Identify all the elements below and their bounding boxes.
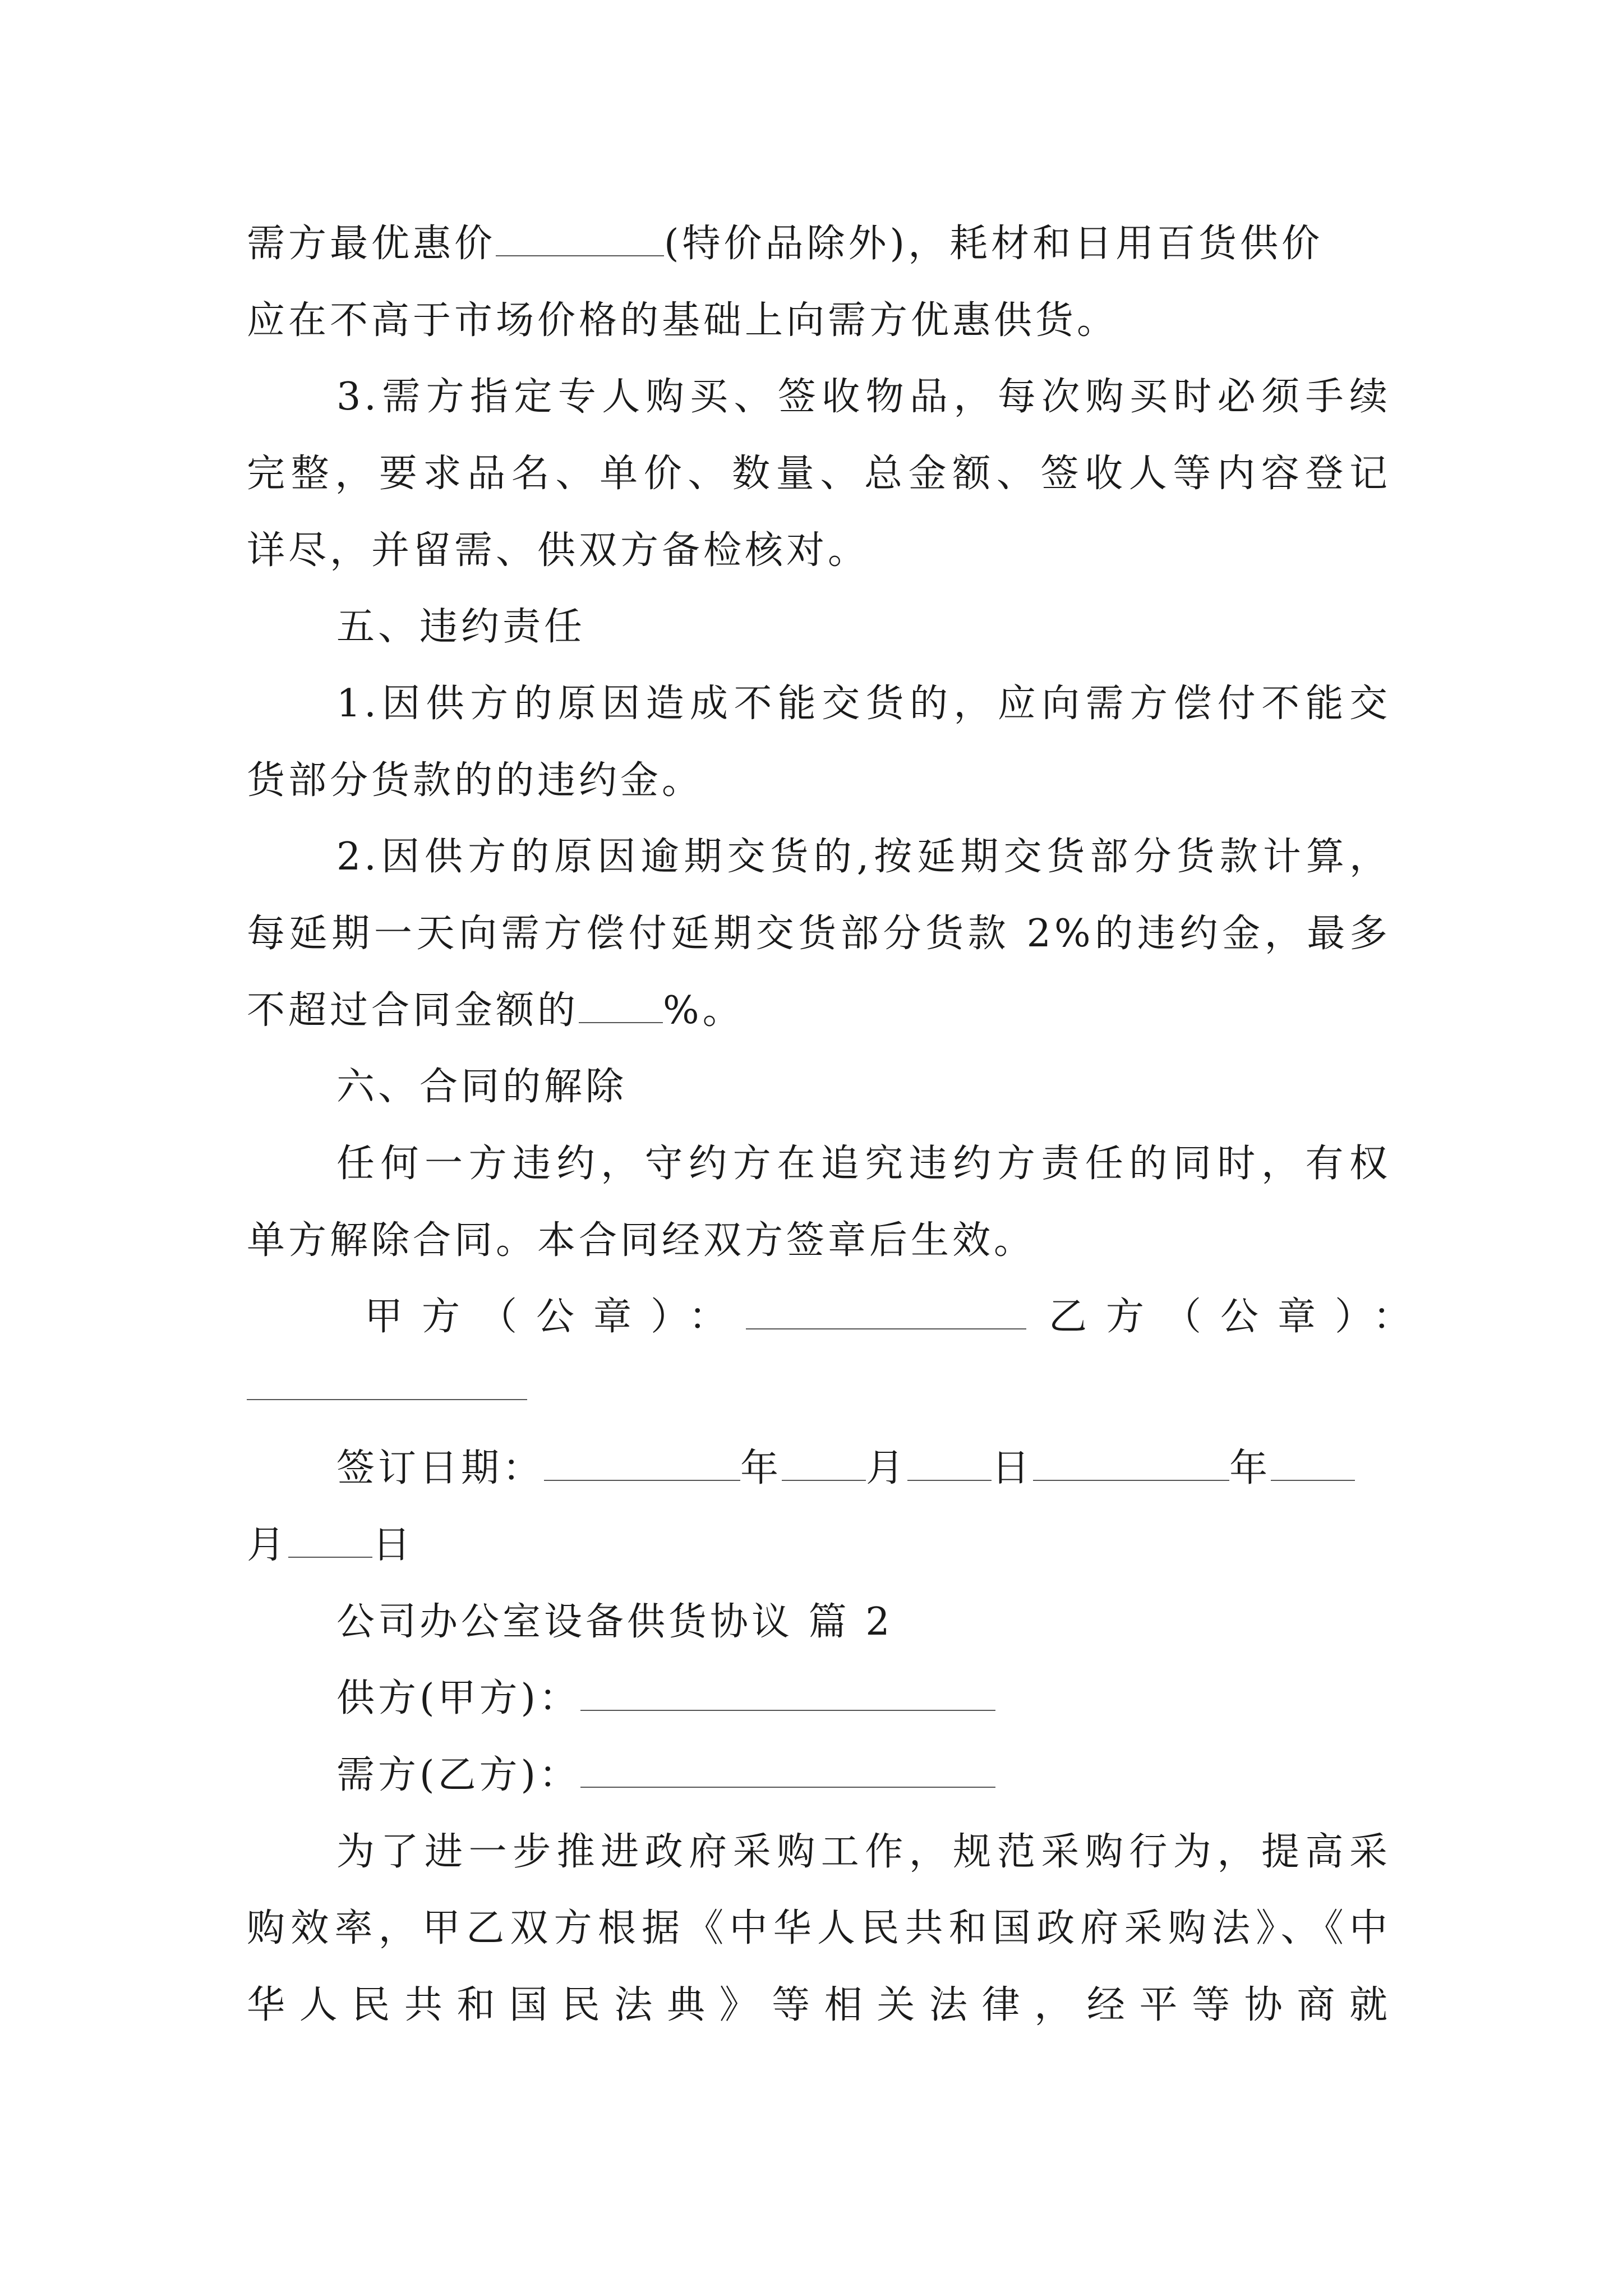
fill-blank-party-b[interactable] — [247, 1398, 527, 1400]
signature-line — [365, 1289, 1431, 1345]
party-a-seal-label: 甲方（公章）： — [365, 1295, 746, 1339]
section-heading-termination: 六、合同的解除 — [336, 1065, 628, 1109]
sign-date-line — [336, 1441, 1391, 1497]
clause-item-1-line: 货部分货款的的违约金。 — [247, 758, 704, 803]
month-label: 月 — [866, 1446, 908, 1490]
year-label: 年 — [1229, 1446, 1271, 1490]
section-heading-breach: 五、违约责任 — [336, 605, 586, 649]
intro-line: 为了进一步推进政府采购工作，规范采购行为，提高采 — [336, 1830, 1391, 1874]
intro-line: 购效率，甲乙双方根据《中华人民共和国政府采购法》、《中 — [247, 1906, 1391, 1950]
fill-blank-month[interactable] — [782, 1446, 866, 1481]
clause-item-2-line — [247, 983, 1391, 1039]
clause-item-2-line: 2.因供方的原因逾期交货的,按延期交货部分货款计算， — [336, 835, 1391, 879]
clause-text: %。 — [663, 988, 744, 1033]
clause-body-line: 单方解除合同。本合同经双方签章后生效。 — [247, 1218, 1036, 1263]
year-label: 年 — [740, 1446, 782, 1490]
clause-body-line: 任何一方违约，守约方在追究违约方责任的同时，有权 — [336, 1142, 1391, 1186]
fill-blank-supplier[interactable] — [580, 1676, 995, 1711]
clause-line — [247, 216, 1391, 272]
day-label: 日 — [992, 1446, 1034, 1490]
buyer-line — [336, 1747, 1391, 1803]
clause-item-1-line: 1.因供方的原因造成不能交货的，应向需方偿付不能交 — [336, 682, 1391, 726]
fill-blank-party-a[interactable] — [746, 1295, 1026, 1329]
sign-date-line — [247, 1517, 1391, 1573]
clause-text: (特价品除外)，耗材和日用百货供价 — [664, 222, 1324, 266]
fill-blank-percent[interactable] — [579, 988, 663, 1023]
supplier-label: 供方(甲方)： — [336, 1676, 581, 1720]
clause-item-3-line: 3.需方指定专人购买、签收物品，每次购买时必须手续 — [336, 375, 1391, 419]
buyer-label: 需方(乙方)： — [336, 1753, 581, 1797]
supplier-line — [336, 1671, 1391, 1727]
sign-date-label: 签订日期： — [336, 1446, 545, 1490]
fill-blank-price[interactable] — [496, 222, 664, 256]
fill-blank-buyer[interactable] — [580, 1753, 995, 1788]
fill-blank-day[interactable] — [288, 1523, 372, 1558]
clause-text: 不超过合同金额的 — [247, 988, 579, 1033]
party-b-seal-label: 乙方（公章）： — [1049, 1295, 1431, 1339]
fill-blank-month[interactable] — [1271, 1446, 1355, 1481]
month-label: 月 — [247, 1523, 289, 1567]
fill-blank-day[interactable] — [907, 1446, 992, 1481]
day-label: 日 — [372, 1523, 414, 1567]
clause-item-2-line: 每延期一天向需方偿付延期交货部分货款 2%的违约金，最多 — [247, 912, 1391, 956]
clause-item-3-line: 完整，要求品名、单价、数量、总金额、签收人等内容登记 — [247, 452, 1391, 496]
clause-item-3-line: 详尽，并留需、供双方备检核对。 — [247, 528, 870, 573]
fill-blank-year[interactable] — [1033, 1446, 1229, 1481]
clause-text: 需方最优惠价 — [247, 222, 496, 266]
intro-line: 华人民共和国民法典》等相关法律，经平等协商就 — [247, 1983, 1391, 2027]
fill-blank-year[interactable] — [544, 1446, 740, 1481]
clause-line: 应在不高于市场价格的基础上向需方优惠供货。 — [247, 298, 1119, 343]
agreement-title: 公司办公室设备供货协议 篇 2 — [336, 1600, 893, 1644]
